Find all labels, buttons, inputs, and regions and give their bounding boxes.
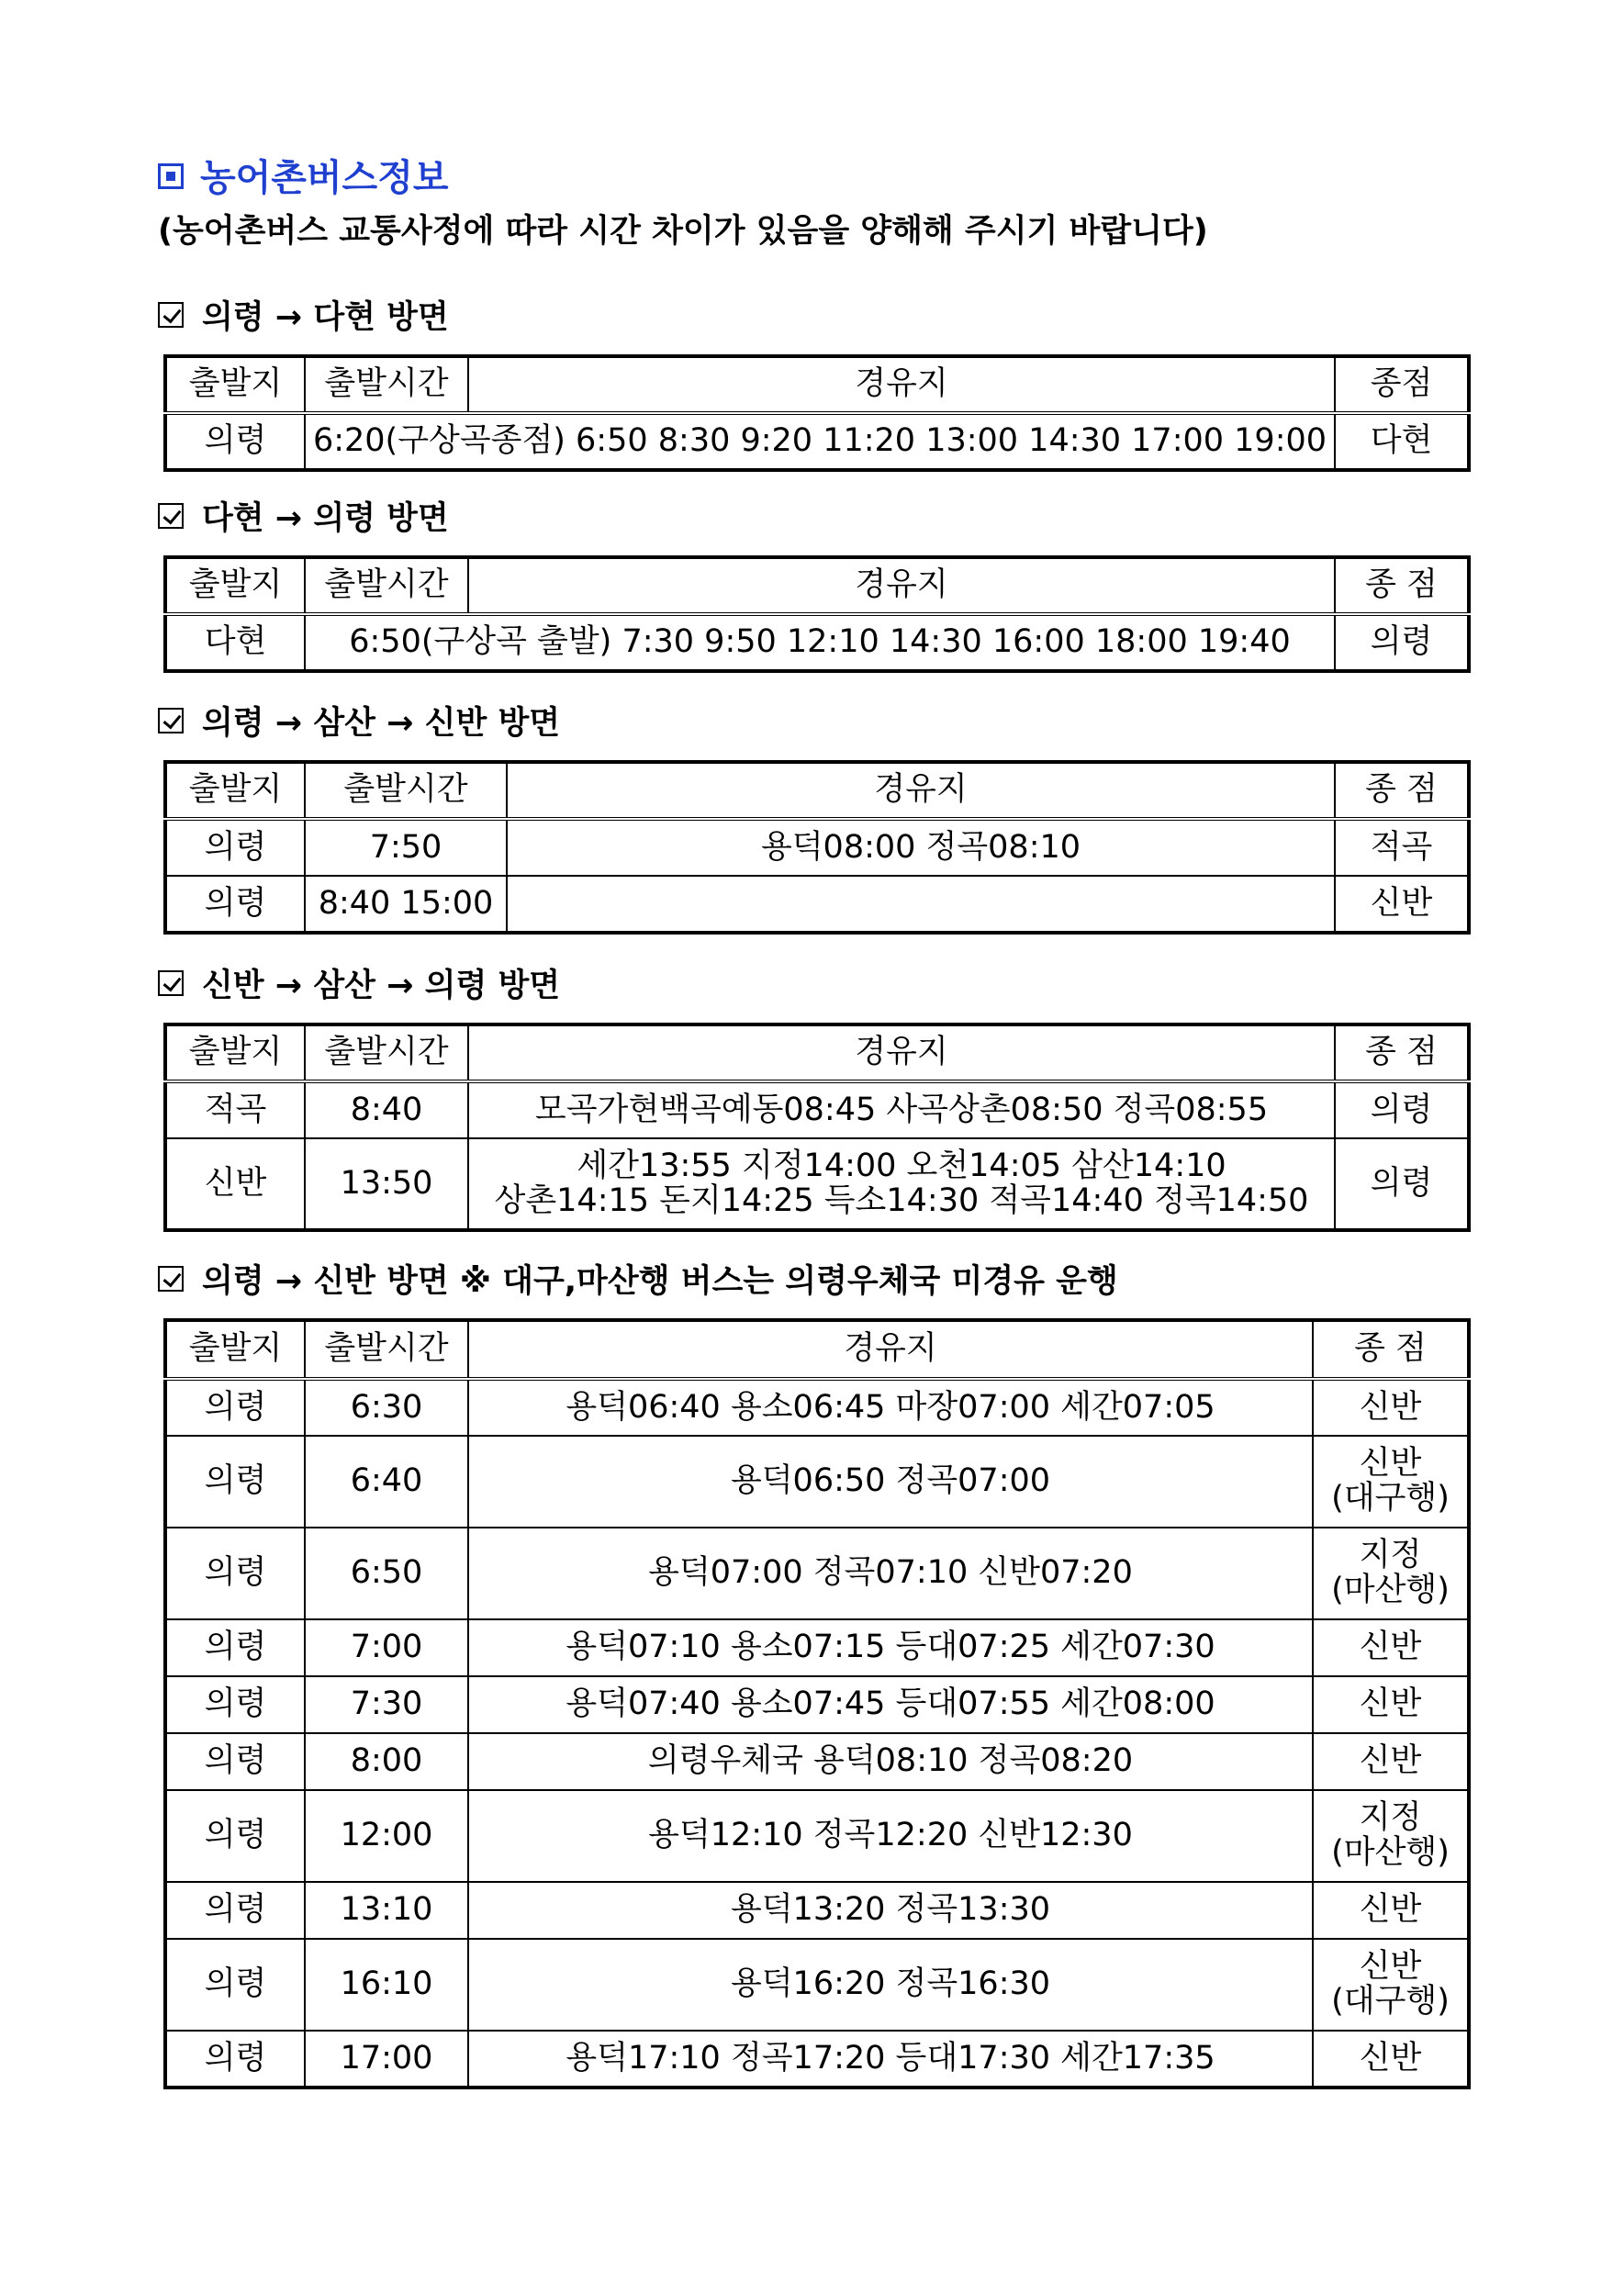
departure-times-cell: 6:20(구상곡종점) 6:50 8:30 9:20 11:20 13:00 14:30 17:00 19:00 xyxy=(305,413,1335,470)
destination-cell xyxy=(1313,2031,1469,2088)
via-line: 세간13:55 지정14:00 오천14:05 삼산14:10 xyxy=(577,1147,1226,1184)
time-cell: 16:10 xyxy=(305,1939,468,2031)
timetable-uiryeong-samsan-sinban xyxy=(163,760,1471,935)
table-row xyxy=(165,614,1469,671)
destination-note: (대구행) xyxy=(1331,1480,1450,1517)
col-header-origin: 출발지 xyxy=(165,1024,305,1081)
destination-note: (마산행) xyxy=(1331,1834,1450,1871)
table-row xyxy=(165,876,1469,933)
table-row xyxy=(165,1619,1469,1676)
table-row xyxy=(165,1436,1469,1528)
time-cell: 6:30 xyxy=(305,1379,468,1436)
destination-name: 신반 xyxy=(1359,1388,1422,1426)
table-row xyxy=(165,1733,1469,1790)
col-header-time: 출발시간 xyxy=(305,356,468,413)
origin-cell: 의령 xyxy=(165,1528,305,1619)
col-header-origin: 출발지 xyxy=(165,1320,305,1379)
via-cell: 용덕06:50 정곡07:00 xyxy=(468,1436,1313,1528)
time-cell: 13:10 xyxy=(305,1882,468,1939)
origin-cell: 의령 xyxy=(165,2031,305,2088)
table-row xyxy=(165,819,1469,876)
origin-cell: 다현 xyxy=(165,614,305,671)
destination-cell xyxy=(1313,1619,1469,1676)
destination-cell: 의령 xyxy=(1335,1138,1469,1230)
destination-cell: 의령 xyxy=(1335,1081,1469,1138)
section-heading-uiryeong-samsan-sinban: 의령 → 삼산 → 신반 방면 xyxy=(158,698,560,744)
col-header-time: 출발시간 xyxy=(305,1320,468,1379)
time-cell: 6:40 xyxy=(305,1436,468,1528)
timetable-uiryeong-sinban xyxy=(163,1318,1471,2089)
origin-cell: 의령 xyxy=(165,1939,305,2031)
table-row xyxy=(165,1882,1469,1939)
via-cell: 의령우체국 용덕08:10 정곡08:20 xyxy=(468,1733,1313,1790)
col-header-destination: 종 점 xyxy=(1335,557,1469,614)
destination-cell xyxy=(1313,1882,1469,1939)
destination-name: 지정 xyxy=(1359,1799,1422,1837)
origin-cell: 의령 xyxy=(165,413,305,470)
origin-cell: 의령 xyxy=(165,819,305,876)
origin-cell: 적곡 xyxy=(165,1081,305,1138)
destination-name: 신반 xyxy=(1359,1948,1422,1986)
checkbox-icon xyxy=(158,708,184,733)
destination-name: 신반 xyxy=(1359,1629,1422,1666)
table-row xyxy=(165,1379,1469,1436)
section-heading-dahyeon-uiryeong: 다현 → 의령 방면 xyxy=(158,493,449,539)
destination-name: 신반 xyxy=(1359,2039,1422,2077)
section-heading-uiryeong-sinban: 의령 → 신반 방면 ※ 대구,마산행 버스는 의령우체국 미경유 운행 xyxy=(158,1256,1118,1302)
col-header-via: 경유지 xyxy=(468,356,1335,413)
origin-cell: 의령 xyxy=(165,1436,305,1528)
checkbox-icon xyxy=(158,302,184,328)
via-cell xyxy=(468,1138,1335,1230)
col-header-via: 경유지 xyxy=(507,762,1335,819)
time-cell: 6:50 xyxy=(305,1528,468,1619)
table-row xyxy=(165,1939,1469,2031)
col-header-via: 경유지 xyxy=(468,557,1335,614)
via-cell: 용덕07:00 정곡07:10 신반07:20 xyxy=(468,1528,1313,1619)
col-header-time: 출발시간 xyxy=(305,762,507,819)
table-row xyxy=(165,1528,1469,1619)
col-header-destination: 종 점 xyxy=(1335,1024,1469,1081)
table-row xyxy=(165,1138,1469,1230)
origin-cell: 의령 xyxy=(165,1733,305,1790)
destination-cell xyxy=(1313,1436,1469,1528)
timetable-uiryeong-dahyeon xyxy=(163,354,1471,472)
table-row xyxy=(165,1081,1469,1138)
table-row xyxy=(165,1790,1469,1882)
destination-name: 신반 xyxy=(1359,1891,1422,1929)
via-cell: 용덕06:40 용소06:45 마장07:00 세간07:05 xyxy=(468,1379,1313,1436)
timetable-dahyeon-uiryeong xyxy=(163,555,1471,673)
destination-name: 신반 xyxy=(1359,1445,1422,1483)
destination-cell xyxy=(1313,1790,1469,1882)
origin-cell: 신반 xyxy=(165,1138,305,1230)
notice-text: (농어촌버스 교통사정에 따라 시간 차이가 있음을 양해해 주시기 바랍니다) xyxy=(158,213,1208,250)
origin-cell: 의령 xyxy=(165,1379,305,1436)
col-header-via: 경유지 xyxy=(468,1320,1313,1379)
checkbox-icon xyxy=(158,503,184,529)
col-header-time: 출발시간 xyxy=(305,1024,468,1081)
table-row xyxy=(165,2031,1469,2088)
col-header-time: 출발시간 xyxy=(305,557,468,614)
checkbox-icon xyxy=(158,1266,184,1292)
time-cell: 8:40 xyxy=(305,1081,468,1138)
departure-times-cell: 6:50(구상곡 출발) 7:30 9:50 12:10 14:30 16:00 18:00 19:40 xyxy=(305,614,1335,671)
origin-cell: 의령 xyxy=(165,1790,305,1882)
time-cell: 7:50 xyxy=(305,819,507,876)
timetable-sinban-samsan-uiryeong xyxy=(163,1023,1471,1232)
col-header-via: 경유지 xyxy=(468,1024,1335,1081)
table-row xyxy=(165,413,1469,470)
via-cell: 용덕08:00 정곡08:10 xyxy=(507,819,1335,876)
col-header-destination: 종 점 xyxy=(1335,762,1469,819)
destination-note: (대구행) xyxy=(1331,1983,1450,2020)
time-cell: 7:30 xyxy=(305,1676,468,1733)
via-cell: 용덕07:40 용소07:45 등대07:55 세간08:00 xyxy=(468,1676,1313,1733)
col-header-origin: 출발지 xyxy=(165,557,305,614)
col-header-origin: 출발지 xyxy=(165,356,305,413)
time-cell: 7:00 xyxy=(305,1619,468,1676)
destination-name: 신반 xyxy=(1359,1742,1422,1780)
section-heading-uiryeong-dahyeon: 의령 → 다현 방면 xyxy=(158,292,449,338)
checkbox-icon xyxy=(158,970,184,996)
destination-name: 신반 xyxy=(1359,1685,1422,1723)
origin-cell: 의령 xyxy=(165,1676,305,1733)
destination-cell: 적곡 xyxy=(1335,819,1469,876)
section-heading-sinban-samsan-uiryeong: 신반 → 삼산 → 의령 방면 xyxy=(158,960,560,1006)
origin-cell: 의령 xyxy=(165,1882,305,1939)
filled-square-icon xyxy=(158,163,184,189)
destination-cell xyxy=(1313,1733,1469,1790)
col-header-origin: 출발지 xyxy=(165,762,305,819)
destination-name: 지정 xyxy=(1359,1537,1422,1574)
via-cell: 용덕07:10 용소07:15 등대07:25 세간07:30 xyxy=(468,1619,1313,1676)
destination-note: (마산행) xyxy=(1331,1572,1450,1608)
via-line: 상촌14:15 돈지14:25 득소14:30 적곡14:40 정곡14:50 xyxy=(494,1181,1309,1219)
destination-cell xyxy=(1313,1939,1469,2031)
origin-cell: 의령 xyxy=(165,1619,305,1676)
origin-cell: 의령 xyxy=(165,876,305,933)
time-cell: 17:00 xyxy=(305,2031,468,2088)
destination-cell xyxy=(1313,1528,1469,1619)
destination-cell xyxy=(1313,1676,1469,1733)
table-row xyxy=(165,1676,1469,1733)
via-cell: 용덕13:20 정곡13:30 xyxy=(468,1882,1313,1939)
col-header-destination: 종 점 xyxy=(1313,1320,1469,1379)
via-cell: 용덕17:10 정곡17:20 등대17:30 세간17:35 xyxy=(468,2031,1313,2088)
destination-cell: 신반 xyxy=(1335,876,1469,933)
time-cell: 8:40 15:00 xyxy=(305,876,507,933)
time-cell: 12:00 xyxy=(305,1790,468,1882)
destination-cell: 다현 xyxy=(1335,413,1469,470)
via-cell: 모곡가현백곡예동08:45 사곡상촌08:50 정곡08:55 xyxy=(468,1081,1335,1138)
via-cell: 용덕16:20 정곡16:30 xyxy=(468,1939,1313,2031)
col-header-destination: 종점 xyxy=(1335,356,1469,413)
time-cell: 13:50 xyxy=(305,1138,468,1230)
page-title: 농어촌버스정보 xyxy=(158,149,448,201)
time-cell: 8:00 xyxy=(305,1733,468,1790)
via-cell xyxy=(507,876,1335,933)
destination-cell xyxy=(1313,1379,1469,1436)
destination-cell: 의령 xyxy=(1335,614,1469,671)
via-cell: 용덕12:10 정곡12:20 신반12:30 xyxy=(468,1790,1313,1882)
